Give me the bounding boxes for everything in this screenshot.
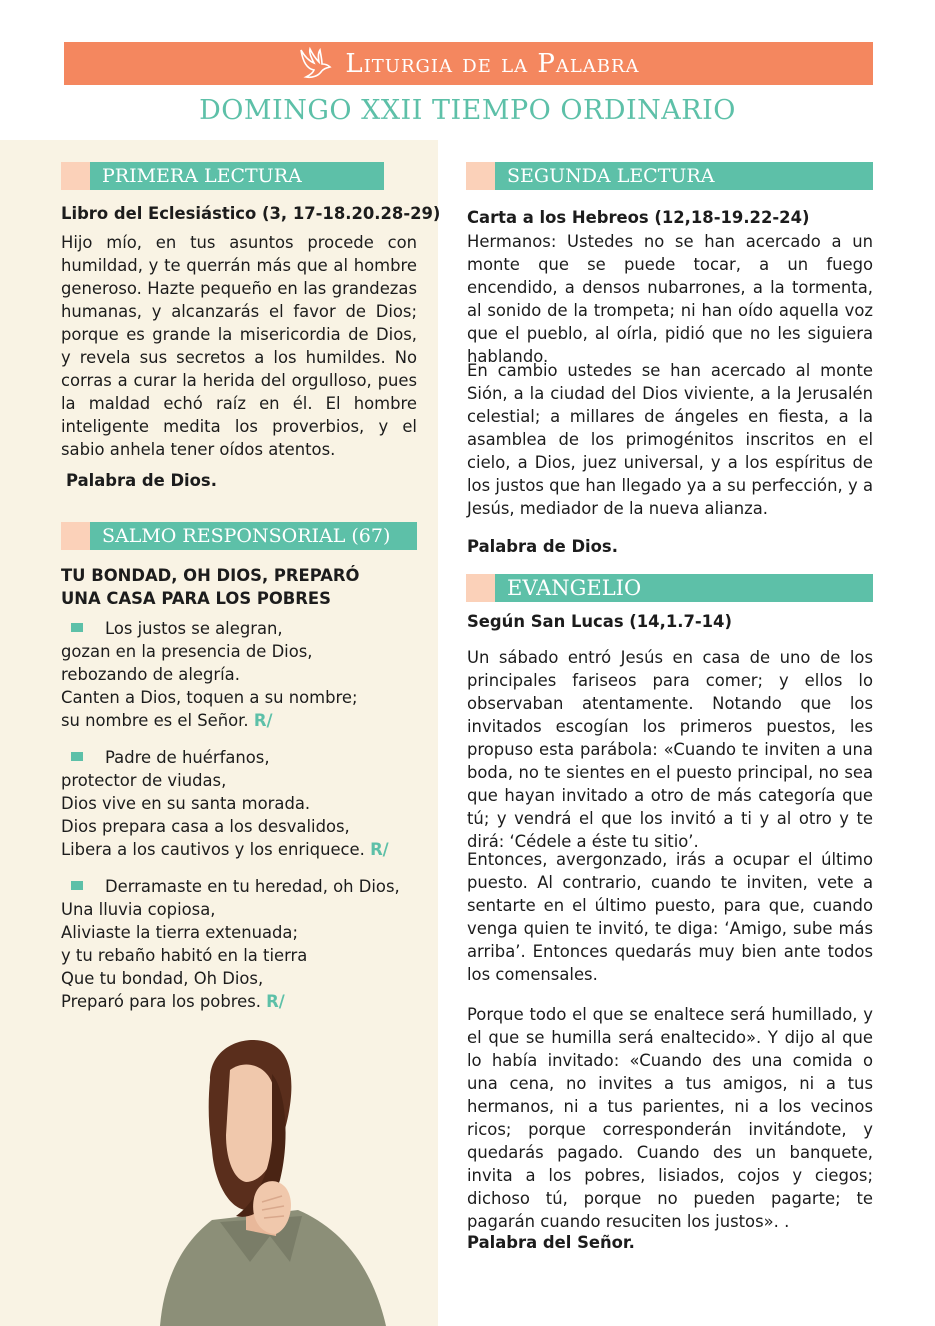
bullet-icon <box>71 752 83 761</box>
psalm-heading <box>61 522 417 550</box>
psalm-stanza <box>61 746 431 861</box>
psalm-verse: gozan en la presencia de Dios, <box>61 642 313 661</box>
heading-accent <box>466 162 495 190</box>
psalm-verse: Aliviaste la tierra extenuada; <box>61 923 298 942</box>
bullet-icon <box>71 623 83 632</box>
psalm-verse: rebozando de alegría. <box>61 665 240 684</box>
first-reading-heading <box>61 162 384 190</box>
psalm-verse: protector de viudas, <box>61 771 227 790</box>
psalm-verse: Libera a los cautivos y los enriquece. R/ <box>61 840 389 859</box>
psalm-verse: Los justos se alegran, <box>61 617 431 640</box>
psalm-verse: Que tu bondad, Oh Dios, <box>61 969 264 988</box>
bullet-icon <box>71 881 83 890</box>
gospel-paragraph: Entonces, avergonzado, irás a ocupar el último puesto. Al contrario, cuando te inviten, vete a sentarte en el último puesto, para que, cuando venga quien te invitó, te diga: ‘Amigo, sube más arriba’. Entonces quedarás muy bien ante todos los comensales. <box>467 850 873 984</box>
psalm-response-line: UNA CASA PARA LOS POBRES <box>61 589 331 608</box>
second-reading-heading <box>466 162 873 190</box>
psalm-verse: y tu rebaño habitó en la tierra <box>61 946 308 965</box>
psalm-heading-label: SALMO RESPONSORIAL (67) <box>90 522 417 550</box>
psalm-stanza <box>61 875 431 1013</box>
gospel-paragraph: Porque todo el que se enaltece será humillado, y el que se humilla será enaltecido». Y dijo al que lo había invitado: «Cuando des una comida o una cena, no invites a tus amigos, ni a tus hermanos, ni a tus parientes, ni a los vecinos ricos; porque corresponderán invitándote, y quedarás pagado. Cuando des un banquete, invita a los pobres, lisiados, cojos y ciegos; dichoso tú, porque no pueden pagarte; te pagarán cuando resuciten los justos». . <box>467 1005 873 1231</box>
refrain-mark: R/ <box>253 711 273 730</box>
second-reading-reference: Carta a los Hebreos (12,18-19.22-24) <box>467 208 810 227</box>
first-reading-closing: Palabra de Dios. <box>66 471 217 490</box>
psalm-verse: Una lluvia copiosa, <box>61 900 216 919</box>
header-banner <box>64 42 873 85</box>
gospel-heading-label: EVANGELIO <box>495 574 873 602</box>
refrain-mark: R/ <box>370 840 389 859</box>
psalm-verse: Canten a Dios, toquen a su nombre; <box>61 688 358 707</box>
psalm-stanza <box>61 617 431 732</box>
psalm-verse: Padre de huérfanos, <box>61 746 431 769</box>
psalm-response <box>61 564 421 610</box>
second-reading-paragraph: En cambio ustedes se han acercado al monte Sión, a la ciudad del Dios viviente, a la Jerusalén celestial; a millares de ángeles en fiesta, a la asamblea de los primogénitos inscritos en el cielo, a Dios, juez universal, y a los espíritus de los justos que han llegado ya a su perfección, y a Jesús, mediador de la nueva alianza. <box>467 361 873 518</box>
psalm-verse: Derramaste en tu heredad, oh Dios, <box>61 875 431 898</box>
psalm-response-line: TU BONDAD, OH DIOS, PREPARÓ <box>61 566 360 585</box>
second-reading-closing: Palabra de Dios. <box>467 537 618 556</box>
praying-woman-photo <box>150 1030 390 1326</box>
second-reading-paragraph: Hermanos: Ustedes no se han acercado a un monte que se puede tocar, a un fuego encendido, a densos nubarrones, a la tormenta, al sonido de la trompeta; ni han oído aquella voz que el pueblo, al oírla, pidió que no les siguiera hablando. <box>467 232 873 366</box>
sunday-title: DOMINGO XXII TIEMPO ORDINARIO <box>199 95 736 126</box>
first-reading-body: Hijo mío, en tus asuntos procede con humildad, y te querrán más que al hombre generoso. Hazte pequeño en las grandezas humanas, y alcanzarás el favor de Dios; porque es grande la misericordia de Dios, y revela sus secretos a los humildes. No corras a curar la herida del orgulloso, pues la maldad echó raíz en él. El hombre inteligente medita los proverbios, y el sabio anhela tener oídos atentos. <box>61 233 417 459</box>
gospel-reference: Según San Lucas (14,1.7-14) <box>467 612 732 631</box>
heading-accent <box>466 574 495 602</box>
psalm-verse: Dios vive en su santa morada. <box>61 794 311 813</box>
gospel-heading <box>466 574 873 602</box>
first-reading-reference: Libro del Eclesiástico (3, 17-18.20.28-29) <box>61 204 441 223</box>
psalm-verse: Dios prepara casa a los desvalidos, <box>61 817 350 836</box>
banner-title: Liturgia de la Palabra <box>345 48 640 79</box>
dove-icon <box>297 47 333 81</box>
gospel-closing: Palabra del Señor. <box>467 1233 635 1252</box>
gospel-paragraph: Un sábado entró Jesús en casa de uno de los principales fariseos para comer; y ellos lo observaban atentamente. Notando que los invitados escogían los primeros puestos, les propuso esta parábola: «Cuando te inviten a una boda, no te sientes en el puesto principal, no sea que hayan invitado a otro de más categoría que tú; y vendrá el que los invitó a ti y al otro y te dirá: ‘Cédele a éste tu sitio’. <box>467 648 873 851</box>
heading-accent <box>61 522 90 550</box>
refrain-mark: R/ <box>266 992 285 1011</box>
heading-accent <box>61 162 90 190</box>
psalm-verse: Preparó para los pobres. R/ <box>61 992 285 1011</box>
second-reading-heading-label: SEGUNDA LECTURA <box>495 162 873 190</box>
psalm-verse: su nombre es el Señor. R/ <box>61 711 273 730</box>
first-reading-heading-label: PRIMERA LECTURA <box>90 162 384 190</box>
